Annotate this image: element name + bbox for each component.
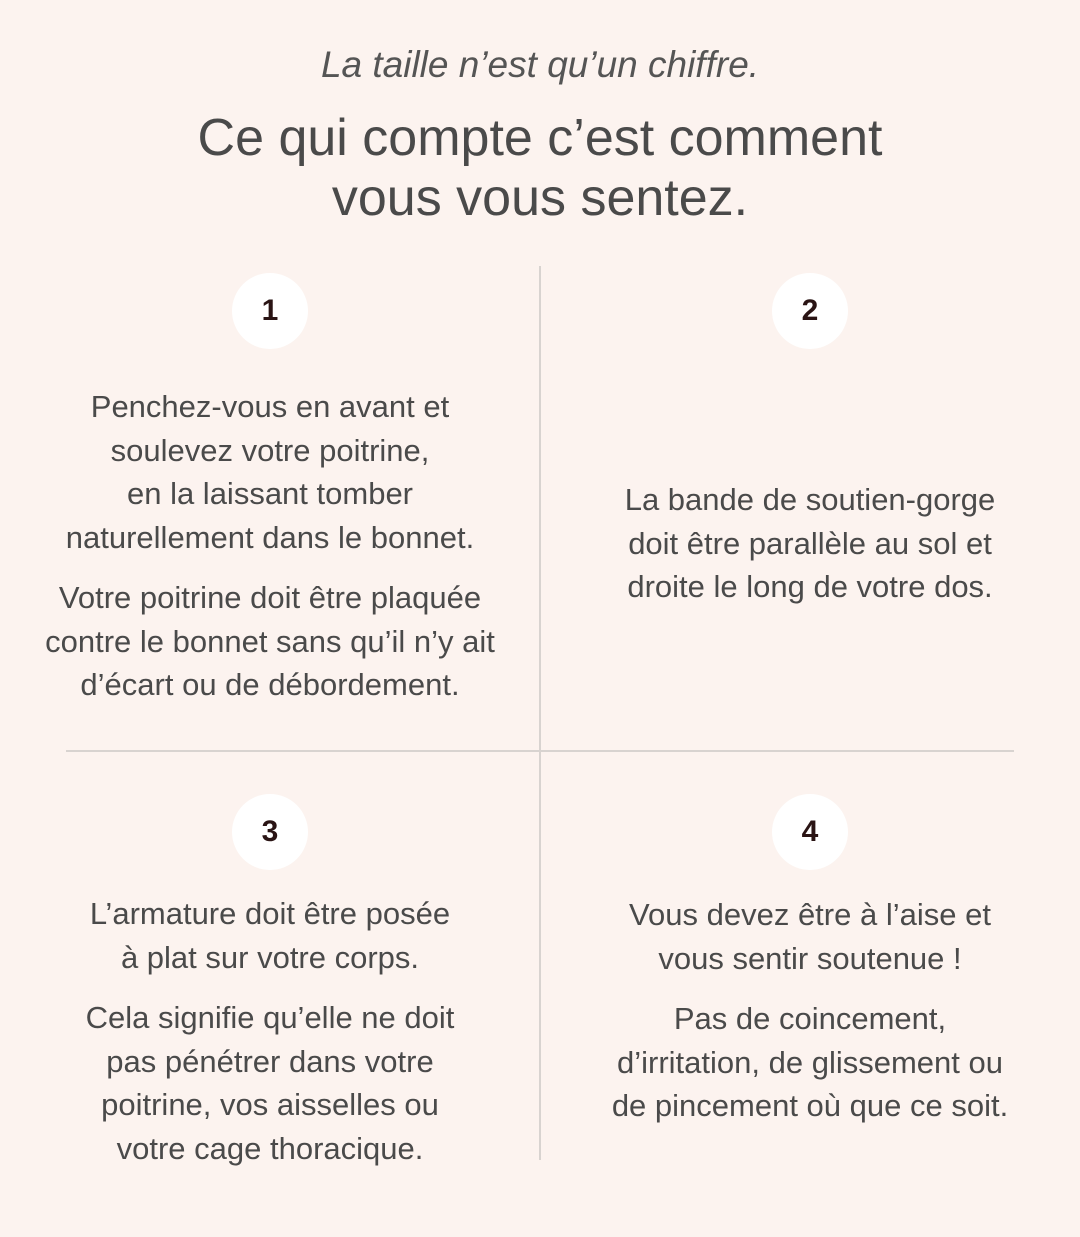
horizontal-divider bbox=[66, 750, 1014, 752]
step-1-paragraph-1 bbox=[20, 385, 520, 559]
tagline: La taille n’est qu’un chiffre. bbox=[320, 44, 760, 85]
text-line: pas pénétrer dans votre bbox=[106, 1043, 434, 1079]
step-4-paragraph-1 bbox=[560, 893, 1060, 980]
step-3-paragraph-2 bbox=[20, 996, 520, 1170]
text-line: L’armature doit être posée bbox=[89, 896, 451, 931]
text-line: à plat sur votre corps. bbox=[120, 939, 420, 975]
text-line: Votre poitrine doit être plaquée bbox=[58, 580, 482, 615]
text-line: doit être parallèle au sol et bbox=[628, 525, 992, 561]
text-line: d’irritation, de glissement ou bbox=[617, 1044, 1003, 1080]
text-line: Pas de coincement, bbox=[673, 1001, 947, 1036]
step-1-paragraph-2 bbox=[20, 576, 520, 707]
text-line: Cela signifie qu’elle ne doit bbox=[85, 1000, 455, 1035]
step-2-paragraph-1 bbox=[560, 478, 1060, 609]
text-line: soulevez votre poitrine, bbox=[110, 432, 430, 468]
text-line: Vous devez être à l’aise et bbox=[629, 897, 991, 932]
step-3-text bbox=[20, 892, 520, 1170]
text-line: La bande de soutien-gorge bbox=[624, 482, 996, 517]
text-line: en la laissant tomber bbox=[126, 476, 414, 511]
text-line: droite le long de votre dos. bbox=[627, 569, 993, 604]
text-line: naturellement dans le bonnet. bbox=[65, 519, 475, 555]
text-line: d’écart ou de débordement. bbox=[80, 667, 460, 702]
step-1-text bbox=[20, 385, 520, 707]
step-2-badge: 2 bbox=[772, 273, 848, 349]
headline bbox=[0, 108, 1080, 228]
headline-line-2: vous vous sentez. bbox=[331, 169, 749, 227]
step-4-text bbox=[560, 893, 1060, 1128]
text-line: votre cage thoracique. bbox=[116, 1130, 424, 1166]
text-line: de pincement où que ce soit. bbox=[611, 1088, 1009, 1123]
text-line: vous sentir soutenue ! bbox=[658, 940, 962, 976]
step-2-text bbox=[560, 478, 1060, 609]
text-line: poitrine, vos aisselles ou bbox=[101, 1087, 439, 1122]
step-1-badge: 1 bbox=[232, 273, 308, 349]
step-4-paragraph-2 bbox=[560, 997, 1060, 1128]
headline-line-1: Ce qui compte c’est comment bbox=[197, 109, 883, 167]
text-line: Penchez-vous en avant et bbox=[90, 389, 450, 424]
step-3-badge: 3 bbox=[232, 794, 308, 870]
step-4-badge: 4 bbox=[772, 794, 848, 870]
step-3-paragraph-1 bbox=[20, 892, 520, 979]
vertical-divider bbox=[539, 266, 541, 1160]
text-line: contre le bonnet sans qu’il n’y ait bbox=[45, 623, 495, 659]
